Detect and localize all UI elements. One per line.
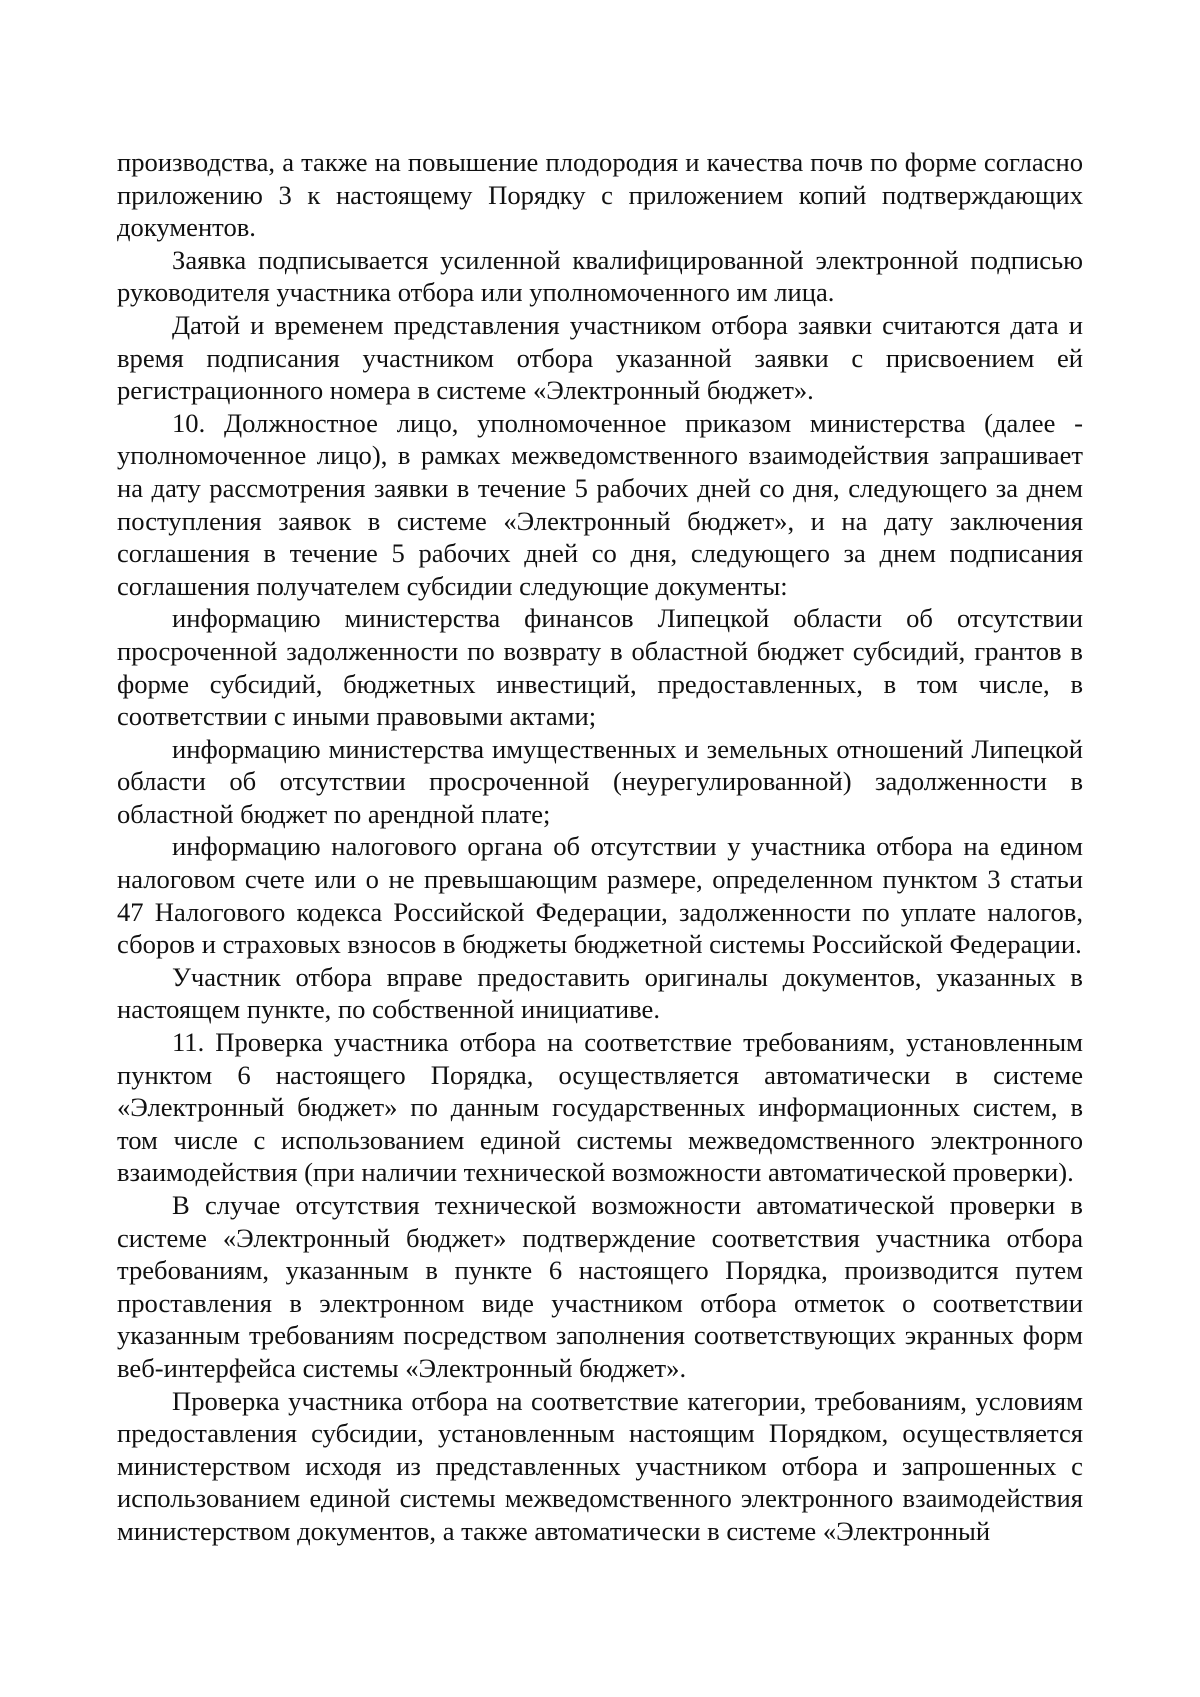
paragraph: Датой и временем представления участником отбора заявки считаются дата и время подписания участником отбора указанной заявки с присвоением ей регистрационного номера в системе «Электронный бюджет». [117, 309, 1083, 406]
paragraph: производства, а также на повышение плодородия и качества почв по форме согласно приложению 3 к настоящему Порядку с приложением копий подтверждающих документов. [117, 147, 1083, 243]
paragraph: 11. Проверка участника отбора на соответствие требованиям, установленным пунктом 6 настоящего Порядка, осуществляется автоматически в системе «Электронный бюджет» по данным государственных информационных систем, в том числе с использованием единой системы межведомственного электронного взаимодействия (при наличии технической возможности автоматической проверки). [117, 1027, 1083, 1188]
document-page [117, 146, 1083, 1548]
paragraph: Участник отбора вправе предоставить оригиналы документов, указанных в настоящем пункте, по собственной инициативе. [117, 961, 1083, 1025]
paragraph: 10. Должностное лицо, уполномоченное приказом министерства (далее - уполномоченное лицо), в рамках межведомственного взаимодействия запрашивает на дату рассмотрения заявки в течение 5 рабочих дней со дня, следующего за днем поступления заявок в системе «Электронный бюджет», и на дату заключения соглашения в течение 5 рабочих дней со дня, следующего за днем подписания соглашения получателем субсидии следующие документы: [117, 407, 1083, 601]
paragraph: информацию налогового органа об отсутствии у участника отбора на едином налоговом счете или о не превышающим размере, определенном пунктом 3 статьи 47 Налогового кодекса Российской Федерации, задолженности по уплате налогов, сборов и страховых взносов в бюджеты бюджетной системы Российской Федерации. [117, 831, 1083, 960]
paragraph: информацию министерства имущественных и земельных отношений Липецкой области об отсутствии просроченной (неурегулированной) задолженности в областной бюджет по арендной плате; [117, 733, 1083, 829]
paragraph: информацию министерства финансов Липецкой области об отсутствии просроченной задолженности по возврату в областной бюджет субсидий, грантов в форме субсидий, бюджетных инвестиций, предоставленных, в том числе, в соответствии с иными правовыми актами; [117, 603, 1083, 732]
paragraph: Заявка подписывается усиленной квалифицированной электронной подписью руководителя участника отбора или уполномоченного им лица. [117, 244, 1083, 308]
paragraph: В случае отсутствия технической возможности автоматической проверки в системе «Электронный бюджет» подтверждение соответствия участника отбора требованиям, указанным в пункте 6 настоящего Порядка, производится путем проставления в электронном виде участником отбора отметок о соответствии указанным требованиям посредством заполнения соответствующих экранных форм веб-интерфейса системы «Электронный бюджет». [117, 1190, 1083, 1383]
paragraph: Проверка участника отбора на соответствие категории, требованиям, условиям предоставления субсидии, установленным настоящим Порядком, осуществляется министерством исходя из представленных участником отбора и запрошенных с использованием единой системы межведомственного электронного взаимодействия министерством документов, а также автоматически в системе «Электронный [117, 1385, 1083, 1546]
